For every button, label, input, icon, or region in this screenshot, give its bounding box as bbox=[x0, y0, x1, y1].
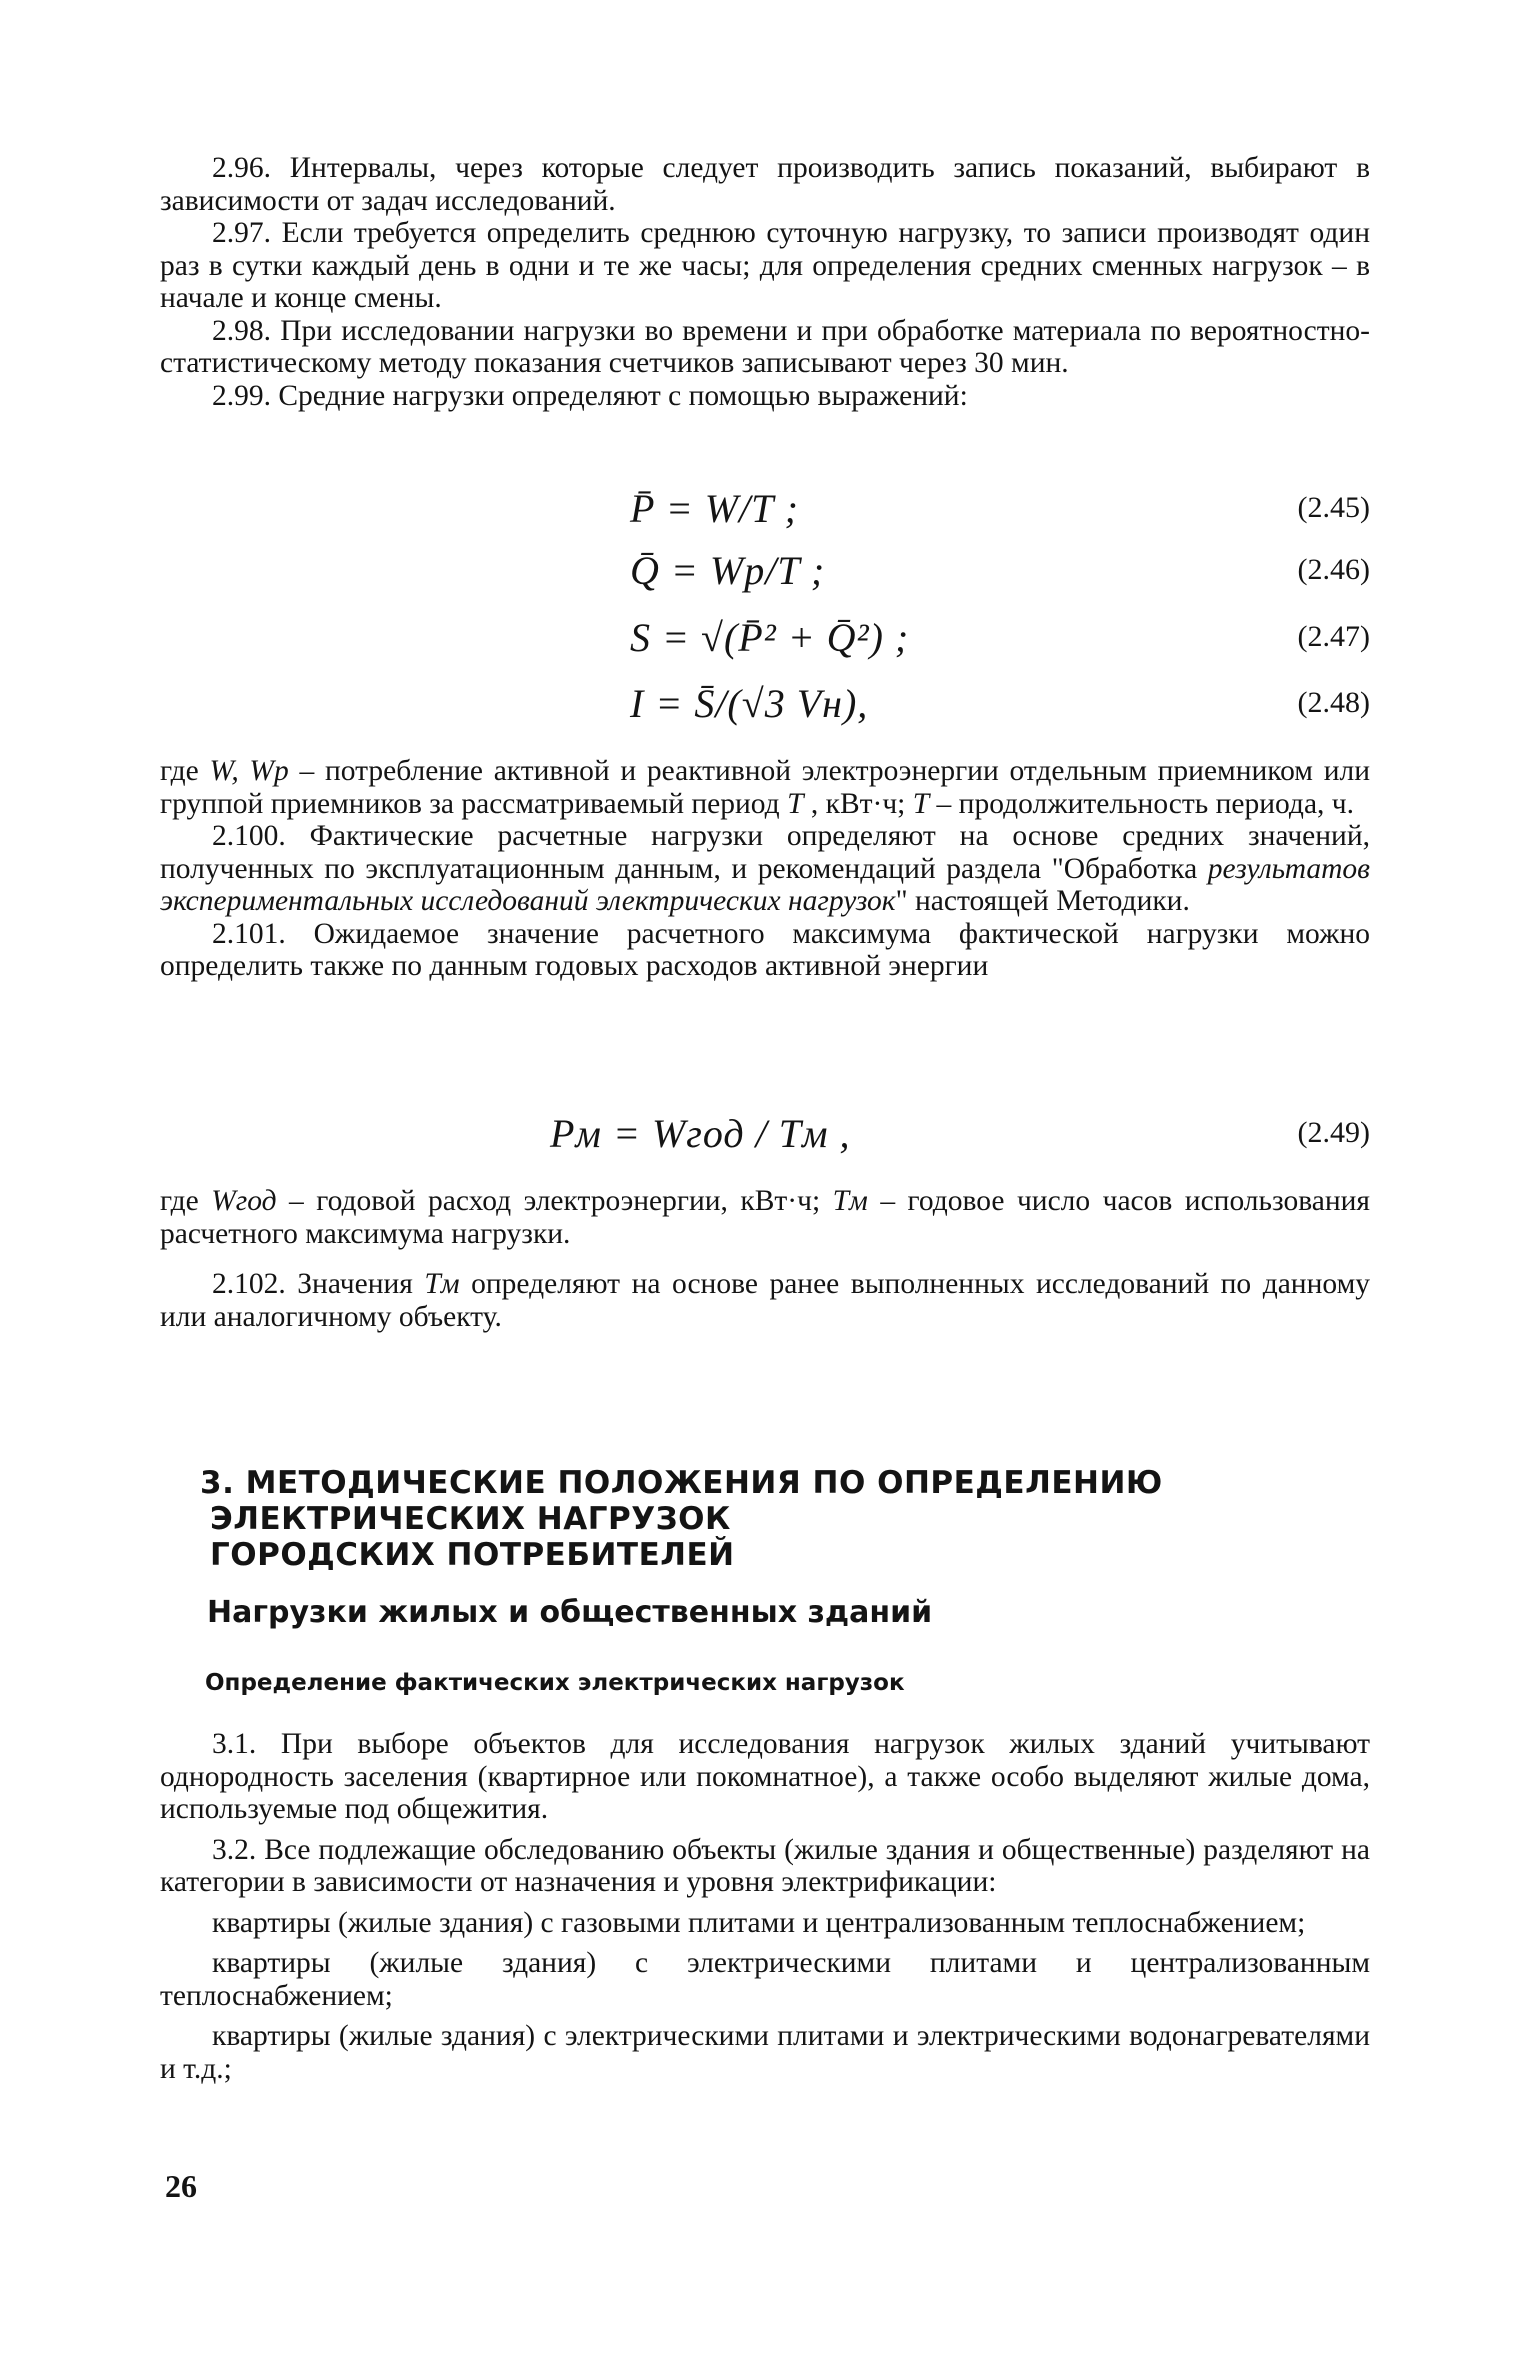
where-lead: где bbox=[160, 1185, 199, 1217]
equation-expression: I = S̄/(√3 Vн), bbox=[630, 681, 869, 726]
equation-expression: S = √(P̄² + Q̄²) ; bbox=[630, 615, 910, 660]
text-block-top bbox=[160, 152, 1370, 412]
paragraph-text-end: определяют на основе ранее выполненных исследований по данному или аналогичному объекту. bbox=[160, 1268, 1370, 1333]
equation-number: (2.49) bbox=[1297, 1116, 1370, 1149]
list-item: квартиры (жилые здания) с электрическими плитами и электрическими водонагревателями и т.д.; bbox=[160, 2020, 1370, 2085]
equation-expression: Pм = Wгод / Tм , bbox=[550, 1111, 851, 1156]
paragraph-2-100 bbox=[160, 820, 1370, 918]
where-text-2: – годовое число часов использования расчетного максимума нагрузки. bbox=[160, 1185, 1370, 1250]
paragraph-2-101 bbox=[160, 918, 1370, 983]
paragraph-text-end: " настоящей Методики. bbox=[895, 885, 1190, 917]
equation-number: (2.47) bbox=[1297, 620, 1370, 653]
paragraph-number: 2.98. bbox=[212, 314, 271, 347]
text-block-middle bbox=[160, 755, 1370, 983]
equation-number: (2.45) bbox=[1297, 491, 1370, 524]
where-text-2: , кВт·ч; bbox=[803, 787, 913, 820]
list-item: квартиры (жилые здания) с электрическими плитами и централизованным теплоснабжением; bbox=[160, 1947, 1370, 2012]
variable-t: T bbox=[912, 787, 930, 820]
paragraph-text: Если требуется определить среднюю суточную нагрузку, то записи производят один раз в сутки каждый день в одни и те же часы; для определения средних сменных нагрузок – в начале и конце смены. bbox=[160, 217, 1370, 314]
equation-number: (2.48) bbox=[1297, 686, 1370, 719]
paragraph-3-2 bbox=[160, 1834, 1370, 1899]
equation-expression: P̄ = W/T ; bbox=[630, 486, 799, 531]
equation-2-48 bbox=[160, 680, 1370, 740]
paragraph-where-2 bbox=[160, 1185, 1370, 1250]
paragraph-text: Фактические расчетные нагрузки определяют на основе средних значений, полученных по эксплуатационным данным, и рекомендаций раздела "Обработка bbox=[160, 820, 1370, 885]
subsection-title: Нагрузки жилых и общественных зданий bbox=[207, 1595, 933, 1630]
paragraph-number: 2.96. bbox=[212, 152, 271, 184]
paragraph-number: 3.1. bbox=[212, 1728, 257, 1760]
paragraph-2-99 bbox=[160, 380, 1370, 413]
paragraph-2-96 bbox=[160, 152, 1370, 217]
paragraph-2-102 bbox=[160, 1268, 1370, 1333]
section-title-line: ГОРОДСКИХ ПОТРЕБИТЕЛЕЙ bbox=[210, 1537, 735, 1573]
paragraph-text: Интервалы, через которые следует производить запись показаний, выбирают в зависимости от задач исследований. bbox=[160, 152, 1370, 217]
where-text: – потребление активной и реактивной электроэнергии отдельным приемником или группой приемников за рассматриваемый период bbox=[160, 755, 1370, 820]
paragraph-number: 2.97. bbox=[212, 217, 271, 249]
where-text: – годовой расход электроэнергии, кВт·ч; bbox=[276, 1185, 833, 1217]
italic-reference: результатов экспериментальных исследований электрических нагрузок bbox=[160, 852, 1370, 917]
paragraph-number: 2.102. bbox=[212, 1268, 286, 1300]
paragraph-3-1 bbox=[160, 1728, 1370, 1826]
paragraph-number: 2.99. bbox=[212, 379, 271, 412]
paragraph-text: Значения bbox=[297, 1268, 425, 1300]
paragraph-text: При исследовании нагрузки во времени и при обработке материала по вероятностно-статистическому методу показания счетчиков записывают через 30 мин. bbox=[160, 314, 1370, 379]
variable-w: W, Wр bbox=[209, 755, 289, 787]
equation-2-46 bbox=[160, 547, 1370, 607]
variable-t-m: Tм bbox=[424, 1268, 460, 1300]
paragraph-text: Средние нагрузки определяют с помощью выражений: bbox=[278, 379, 968, 412]
equation-2-45 bbox=[160, 485, 1370, 545]
equation-2-49 bbox=[160, 1110, 1370, 1170]
paragraph-text: При выборе объектов для исследования нагрузок жилых зданий учитывают однородность заселения (квартирное или покомнатное), а также особо выделяют жилые дома, используемые под общежития. bbox=[160, 1728, 1370, 1825]
text-block-bottom bbox=[160, 1728, 1370, 2085]
equation-number: (2.46) bbox=[1297, 553, 1370, 586]
equation-2-47 bbox=[160, 614, 1370, 674]
subsubsection-title: Определение фактических электрических нагрузок bbox=[205, 1670, 905, 1696]
where-text-3: – продолжительность периода, ч. bbox=[929, 787, 1354, 820]
paragraph-number: 2.100. bbox=[212, 820, 286, 852]
paragraph-text: Все подлежащие обследованию объекты (жилые здания и общественные) разделяют на категории в зависимости от назначения и уровня электрификации: bbox=[160, 1833, 1370, 1898]
variable-w-god: Wгод bbox=[211, 1185, 277, 1217]
text-block-lower bbox=[160, 1185, 1370, 1333]
section-title-line: 3. МЕТОДИЧЕСКИЕ ПОЛОЖЕНИЯ ПО ОПРЕДЕЛЕНИЮ bbox=[200, 1465, 1163, 1501]
paragraph-2-97 bbox=[160, 217, 1370, 315]
where-lead: где bbox=[160, 755, 199, 787]
section-title-line: ЭЛЕКТРИЧЕСКИХ НАГРУЗОК bbox=[210, 1501, 731, 1537]
list-item: квартиры (жилые здания) с газовыми плитами и централизованным теплоснабжением; bbox=[212, 1906, 1306, 1939]
equation-expression: Q̄ = Wр/T ; bbox=[630, 548, 826, 593]
page-number: 26 bbox=[165, 2168, 197, 2204]
paragraph-where-1 bbox=[160, 755, 1370, 820]
paragraph-text: Ожидаемое значение расчетного максимума фактической нагрузки можно определить также по данным годовых расходов активной энергии bbox=[160, 917, 1370, 982]
paragraph-number: 2.101. bbox=[212, 917, 286, 950]
paragraph-number: 3.2. bbox=[212, 1833, 257, 1866]
variable-t: T bbox=[787, 787, 804, 820]
section-title bbox=[200, 1465, 1300, 1573]
paragraph-2-98 bbox=[160, 315, 1370, 380]
variable-t-m: Tм bbox=[832, 1185, 868, 1217]
